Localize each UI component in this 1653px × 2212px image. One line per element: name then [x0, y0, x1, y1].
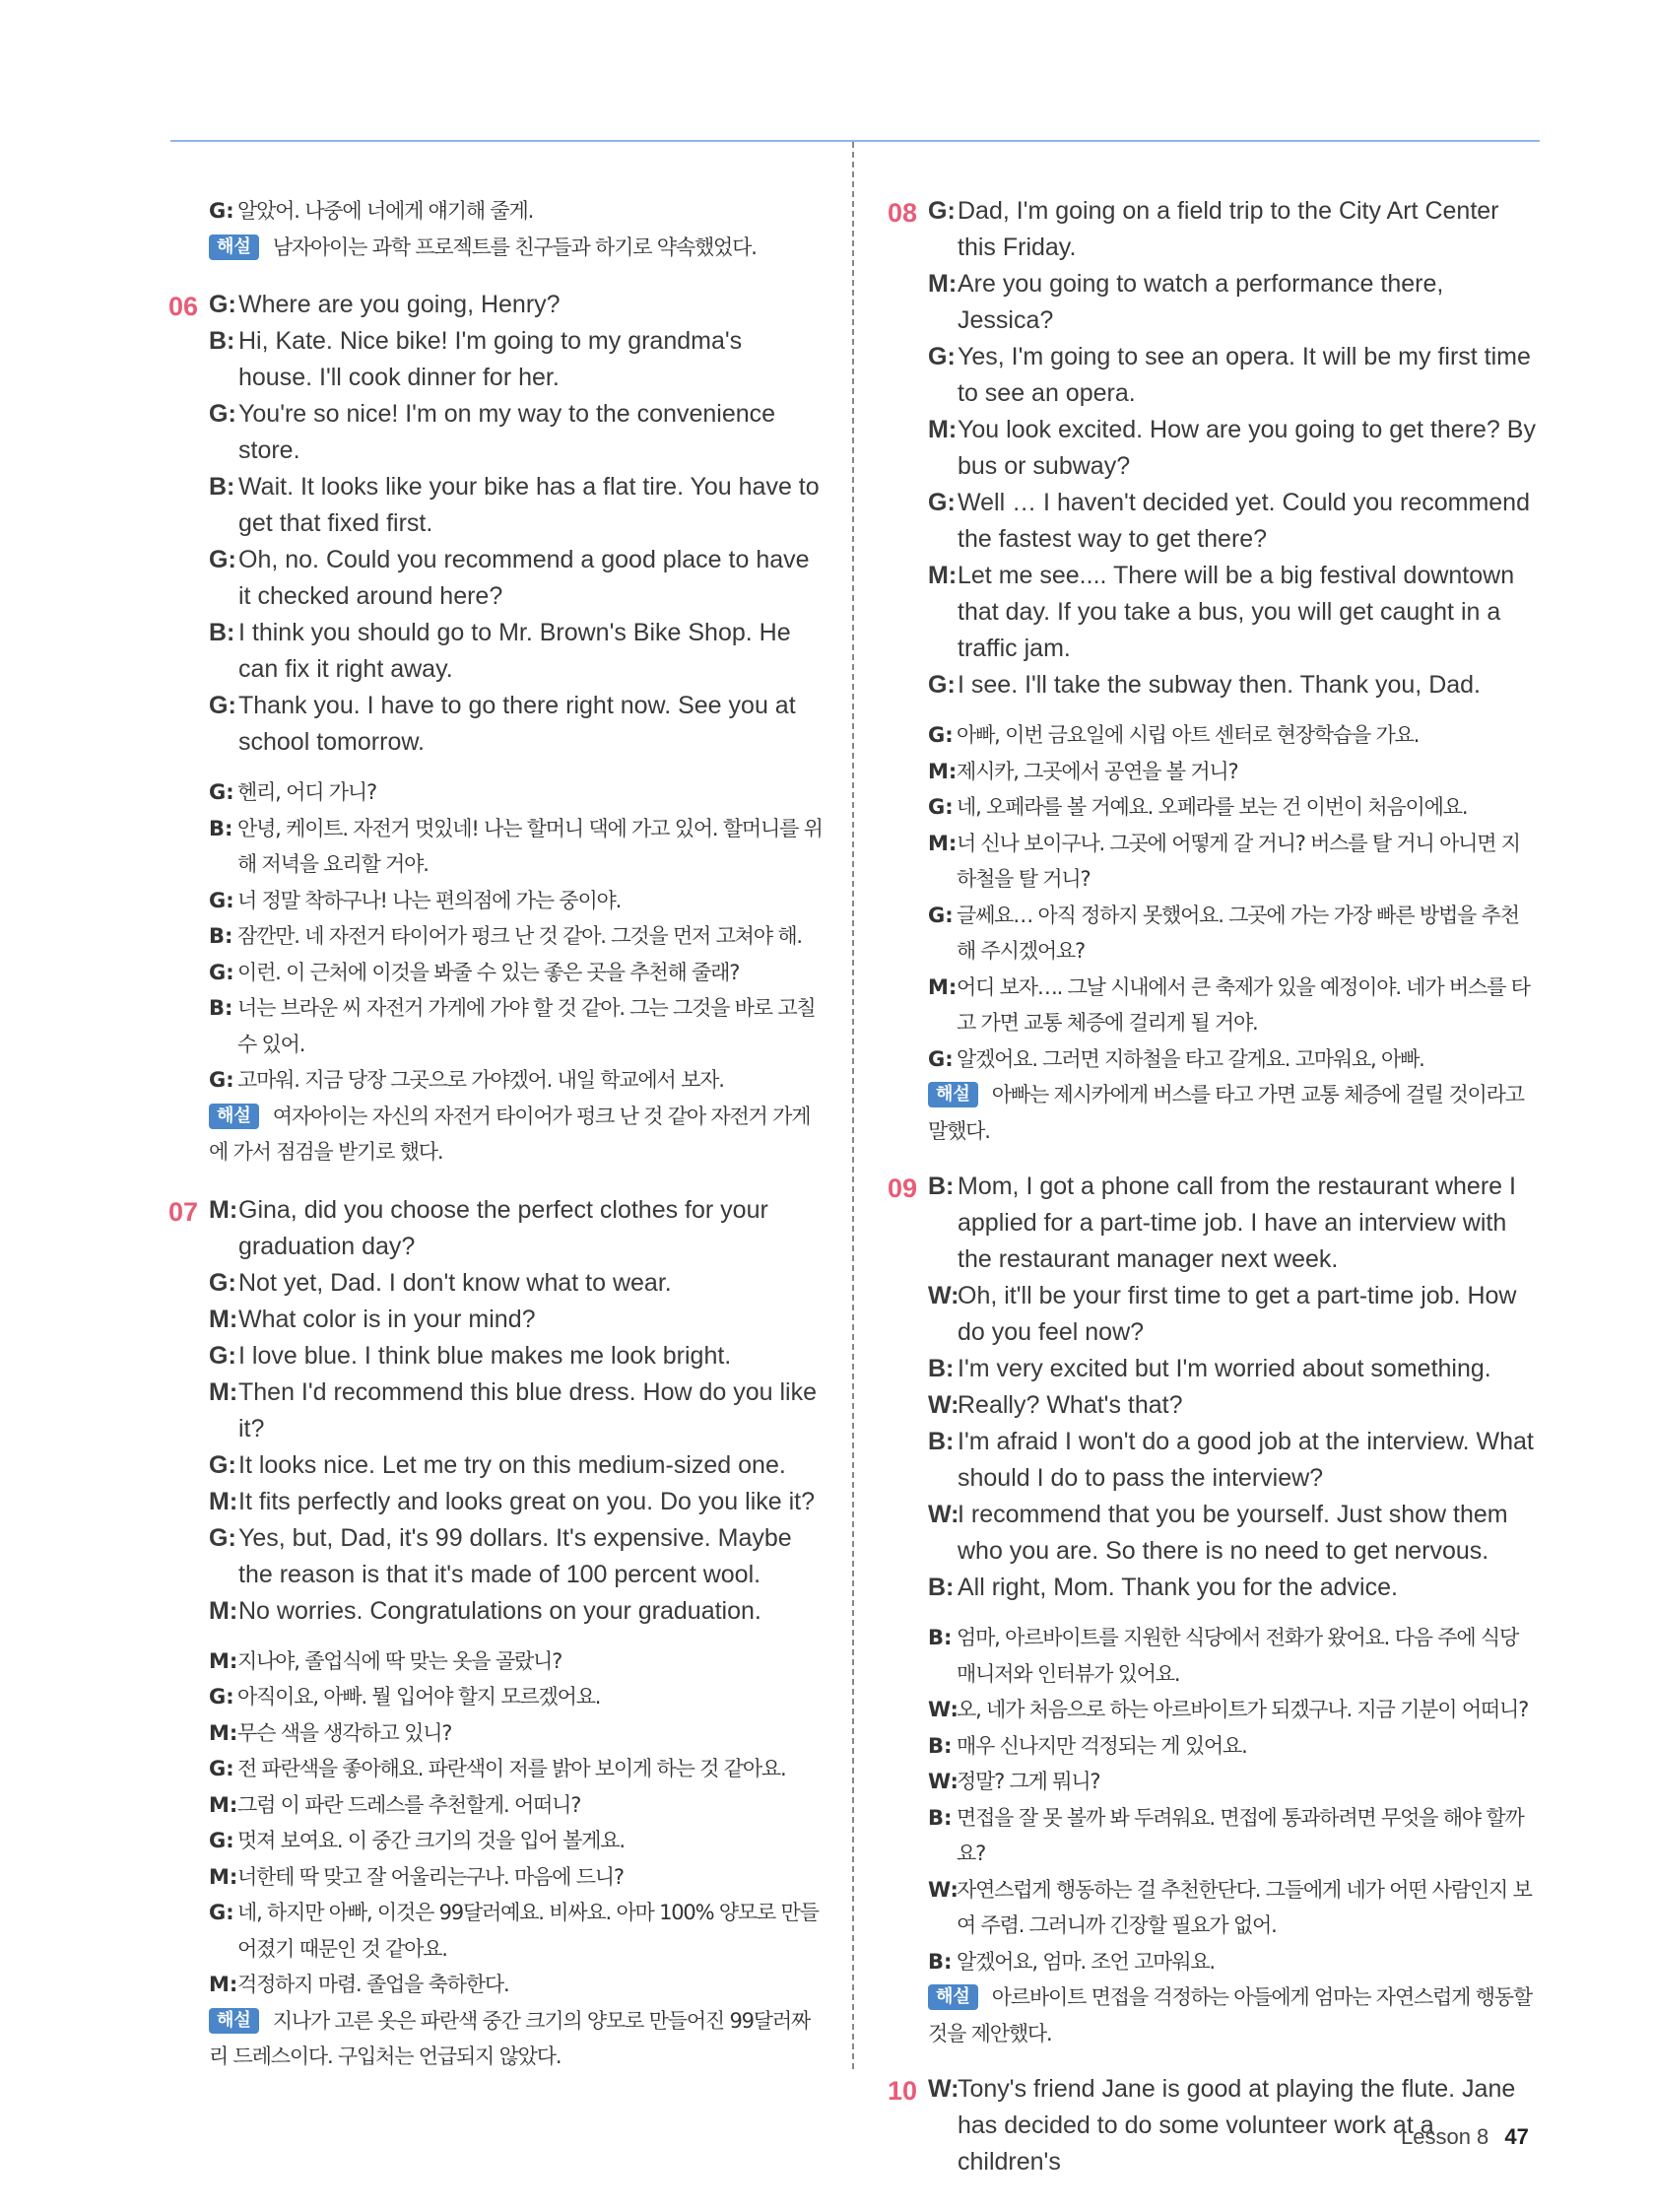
line-text: Really? What's that? — [958, 1391, 1183, 1419]
line-text: Dad, I'm going on a field trip to the City Art Center this Friday. — [958, 197, 1499, 261]
speaker-label: G: — [928, 343, 956, 370]
line-text: 너 정말 착하구나! 나는 편의점에 가는 중이야. — [237, 888, 622, 912]
translation-line — [209, 990, 823, 1062]
line-text: I think you should go to Mr. Brown's Bike Shop. He can fix it right away. — [238, 619, 791, 683]
speaker-label: M: — [928, 831, 958, 855]
speaker-label: M: — [209, 1195, 238, 1224]
explanation-badge: 해설 — [209, 235, 259, 260]
line-text: 이런. 이 근처에 이것을 봐줄 수 있는 좋은 곳을 추천해 줄래? — [237, 960, 740, 984]
line-text: 매우 신나지만 걱정되는 게 있어요. — [957, 1733, 1247, 1758]
line-text: All right, Mom. Thank you for the advice. — [958, 1574, 1398, 1601]
translation-line — [209, 774, 823, 811]
translation-line — [209, 1679, 823, 1715]
line-text: Then I'd recommend this blue dress. How do you like it? — [238, 1377, 817, 1442]
explanation-badge: 해설 — [928, 1984, 978, 2010]
english-dialogue — [172, 287, 823, 761]
explanation-badge: 해설 — [928, 1082, 978, 1107]
dialogue-line — [928, 193, 1537, 266]
korean-translation — [892, 1620, 1537, 2051]
line-text: Let me see.... There will be a big festival downtown that day. If you take a bus, you will get caught in a traffic jam. — [958, 562, 1515, 662]
line-text: 자연스럽게 행동하는 걸 추천한단다. 그들에게 네가 어떤 사람인지 보여 주렴. 그러니까 긴장할 필요가 없어. — [957, 1877, 1532, 1937]
line-text: 제시카, 그곳에서 공연을 볼 거니? — [957, 759, 1238, 783]
speaker-label: B: — [928, 1949, 953, 1974]
speaker-label: M: — [209, 1720, 238, 1745]
speaker-label: B: — [928, 1626, 953, 1649]
line-text: 전 파란색을 좋아해요. 파란색이 저를 밝아 보이게 하는 것 같아요. — [237, 1757, 786, 1780]
line-text: Oh, it'll be your first time to get a part-time job. How do you feel now? — [958, 1282, 1517, 1346]
speaker-label: B: — [209, 816, 233, 840]
dialogue-line — [209, 1593, 823, 1630]
dialogue-line — [928, 412, 1537, 485]
question-number: 06 — [168, 292, 199, 321]
question-07 — [168, 1192, 823, 2075]
line-text: Thank you. I have to go there right now. See you at school tomorrow. — [238, 692, 796, 756]
translation-line — [928, 1728, 1537, 1765]
dialogue-line — [209, 287, 823, 323]
speaker-label: G: — [209, 199, 234, 223]
line-text: I'm very excited but I'm worried about something. — [958, 1355, 1491, 1382]
speaker-label: W: — [928, 1501, 959, 1528]
line-text: It looks nice. Let me try on this medium-sized one. — [238, 1450, 786, 1479]
speaker-label: G: — [209, 1523, 236, 1552]
speaker-label: B: — [928, 1173, 955, 1200]
line-text: What color is in your mind? — [238, 1305, 536, 1333]
explanation-badge: 해설 — [209, 1104, 259, 1129]
dialogue-line — [928, 1570, 1537, 1606]
translation-line — [209, 1751, 823, 1787]
speaker-label: B: — [209, 327, 235, 355]
question-number: 07 — [168, 1196, 199, 1227]
explanation-text: 여자아이는 자신의 자전거 타이어가 펑크 난 것 같아 자전거 가게에 가서 점검을 받기로 했다. — [209, 1104, 811, 1164]
question-06 — [168, 287, 823, 1171]
dialogue-line — [209, 1192, 823, 1265]
speaker-label: B: — [928, 1574, 955, 1601]
line-text: 알겠어요. 그러면 지하철을 타고 갈게요. 고마워요, 아빠. — [957, 1046, 1424, 1071]
english-dialogue — [892, 1169, 1537, 1606]
line-text: Tony's friend Jane is good at playing the flute. Jane has decided to do some volunteer work at a children's — [958, 2075, 1516, 2176]
line-text: 알았어. 나중에 너에게 얘기해 줄게. — [237, 199, 534, 223]
speaker-label: G: — [209, 888, 234, 912]
speaker-label: G: — [209, 1068, 234, 1092]
translation-line — [928, 1764, 1537, 1800]
speaker-label: G: — [928, 1046, 954, 1071]
speaker-label: M: — [928, 416, 958, 443]
dialogue-line — [928, 1351, 1537, 1387]
speaker-label: G: — [928, 197, 956, 225]
line-text: I love blue. I think blue makes me look bright. — [238, 1341, 732, 1370]
line-text: Yes, I'm going to see an opera. It will be my first time to see an opera. — [958, 343, 1531, 407]
line-text: 정말? 그게 뭐니? — [957, 1770, 1100, 1793]
line-text: 너 신나 보이구나. 그곳에 어떻게 갈 거니? 버스를 탈 거니 아니면 지하철을 탈 거니? — [957, 831, 1520, 891]
dialogue-line — [928, 485, 1537, 558]
line-text: 너는 브라운 씨 자전거 가게에 가야 할 것 같아. 그는 그것을 바로 고칠 수 있어. — [237, 996, 816, 1056]
translation-line — [928, 1692, 1537, 1728]
line-text: 엄마, 아르바이트를 지원한 식당에서 전화가 왔어요. 다음 주에 식당 매니저와 인터뷰가 있어요. — [957, 1626, 1519, 1686]
translation-line — [209, 1787, 823, 1824]
speaker-label: G: — [209, 1450, 236, 1479]
translation-line — [928, 898, 1537, 970]
speaker-label: B: — [928, 1805, 953, 1830]
explanation-text: 아르바이트 면접을 걱정하는 아들에게 엄마는 자연스럽게 행동할 것을 제안했다. — [928, 1985, 1532, 2045]
korean-translation — [172, 193, 823, 265]
dialogue-line — [928, 339, 1537, 412]
line-text: No worries. Congratulations on your graduation. — [238, 1596, 761, 1625]
speaker-label: G: — [209, 400, 236, 428]
translation-line — [928, 826, 1537, 898]
speaker-label: G: — [928, 671, 956, 699]
line-text: 알겠어요, 엄마. 조언 고마워요. — [957, 1949, 1215, 1974]
speaker-label: G: — [928, 795, 954, 819]
right-column — [888, 193, 1537, 2180]
translation-line — [928, 754, 1537, 790]
speaker-label: B: — [928, 1355, 955, 1382]
intro-block — [172, 193, 823, 265]
speaker-label: M: — [928, 759, 958, 783]
translation-line — [209, 883, 823, 919]
line-text: 글쎄요… 아직 정하지 못했어요. 그곳에 가는 가장 빠른 방법을 추천해 주시겠어요? — [957, 903, 1519, 963]
speaker-label: B: — [928, 1428, 955, 1455]
line-text: Gina, did you choose the perfect clothes for your graduation day? — [238, 1195, 768, 1260]
translation-line — [928, 970, 1537, 1041]
lesson-label: Lesson 8 — [1401, 2124, 1489, 2149]
explanation — [209, 230, 823, 266]
speaker-label: B: — [928, 1733, 953, 1758]
explanation-text: 지나가 고른 옷은 파란색 중간 크기의 양모로 만들어진 99달러짜리 드레스이다. 구입처는 언급되지 않았다. — [209, 2008, 811, 2068]
speaker-label: W: — [928, 1698, 959, 1721]
dialogue-line — [209, 688, 823, 761]
translation-line — [928, 717, 1537, 754]
line-text: 멋져 보여요. 이 중간 크기의 것을 입어 볼게요. — [237, 1829, 625, 1852]
speaker-label: G: — [209, 1685, 234, 1709]
translation-line — [928, 1800, 1537, 1872]
question-number: 09 — [888, 1173, 918, 1203]
speaker-label: M: — [928, 270, 958, 298]
dialogue-line — [209, 1374, 823, 1447]
speaker-label: G: — [209, 1901, 234, 1924]
page-footer — [1401, 2124, 1529, 2150]
line-text: Well … I haven't decided yet. Could you recommend the fastest way to get there? — [958, 489, 1530, 553]
line-text: 잠깐만. 네 자전거 타이어가 펑크 난 것 같아. 그것을 먼저 고쳐야 해. — [237, 924, 802, 948]
line-text: Hi, Kate. Nice bike! I'm going to my grandma's house. I'll cook dinner for her. — [238, 327, 743, 391]
question-08 — [888, 193, 1537, 1149]
dialogue-line — [209, 1302, 823, 1338]
dialogue-line — [928, 1387, 1537, 1424]
speaker-label: M: — [209, 1596, 238, 1625]
english-dialogue — [172, 1192, 823, 1630]
line-text: Oh, no. Could you recommend a good place to have it checked around here? — [238, 546, 810, 610]
speaker-label: G: — [928, 489, 956, 516]
translation-line — [209, 1859, 823, 1896]
line-text: 헨리, 어디 가니? — [237, 780, 376, 804]
speaker-label: M: — [209, 1792, 238, 1817]
speaker-label: W: — [928, 1770, 959, 1793]
dialogue-line — [209, 323, 823, 396]
line-text: Not yet, Dad. I don't know what to wear. — [238, 1268, 672, 1297]
speaker-label: M: — [928, 562, 958, 589]
line-text: 그럼 이 파란 드레스를 추천할게. 어떠니? — [237, 1792, 581, 1817]
translation-line — [209, 955, 823, 991]
line-text: It fits perfectly and looks great on you. Do you like it? — [238, 1487, 816, 1515]
speaker-label: M: — [209, 1487, 238, 1515]
speaker-label: M: — [209, 1864, 238, 1889]
line-text: 네, 오페라를 볼 거예요. 오페라를 보는 건 이번이 처음이에요. — [957, 795, 1468, 819]
dialogue-line — [928, 558, 1537, 667]
explanation — [928, 1979, 1537, 2051]
question-09 — [888, 1169, 1537, 2051]
dialogue-line — [209, 469, 823, 542]
translation-line — [209, 1895, 823, 1967]
translation-line — [209, 1823, 823, 1859]
speaker-label: G: — [209, 780, 234, 804]
line-text: 걱정하지 마렴. 졸업을 축하한다. — [237, 1973, 509, 1996]
line-text: I recommend that you be yourself. Just show them who you are. So there is no need to get nervous. — [958, 1501, 1508, 1565]
translation-line — [928, 1620, 1537, 1692]
dialogue-line — [928, 266, 1537, 339]
line-text: 아빠, 이번 금요일에 시립 아트 센터로 현장학습을 가요. — [957, 723, 1420, 747]
explanation-badge: 해설 — [209, 2008, 259, 2034]
speaker-label: W: — [928, 1282, 959, 1309]
english-dialogue — [892, 193, 1537, 704]
dialogue-line — [209, 1338, 823, 1374]
speaker-label: G: — [209, 1757, 234, 1780]
speaker-label: M: — [209, 1648, 238, 1673]
explanation-text: 남자아이는 과학 프로젝트를 친구들과 하기로 약속했었다. — [272, 235, 757, 259]
speaker-label: G: — [209, 1829, 234, 1852]
dialogue-line — [928, 1169, 1537, 1278]
dialogue-line — [928, 1497, 1537, 1570]
translation-line — [209, 811, 823, 883]
dialogue-line — [209, 1265, 823, 1302]
dialogue-line — [928, 667, 1537, 704]
korean-translation — [172, 1643, 823, 2075]
translation-line — [209, 1967, 823, 2003]
line-text: 너한테 딱 맞고 잘 어울리는구나. 마음에 드니? — [237, 1864, 624, 1889]
line-text: I see. I'll take the subway then. Thank you, Dad. — [958, 671, 1482, 699]
left-column — [168, 193, 823, 2075]
line-text: 지나야, 졸업식에 딱 맞는 옷을 골랐니? — [237, 1648, 562, 1673]
translation-line — [928, 789, 1537, 826]
line-text: You look excited. How are you going to get there? By bus or subway? — [958, 416, 1536, 480]
explanation — [928, 1077, 1537, 1149]
line-text: You're so nice! I'm on my way to the convenience store. — [238, 400, 776, 464]
line-text: 안녕, 케이트. 자전거 멋있네! 나는 할머니 댁에 가고 있어. 할머니를 위해 저녁을 요리할 거야. — [237, 816, 823, 876]
dialogue-line — [928, 1278, 1537, 1351]
explanation — [209, 1099, 823, 1171]
korean-translation — [172, 774, 823, 1171]
dialogue-line — [209, 542, 823, 615]
translation-line — [209, 918, 823, 955]
question-number: 10 — [888, 2076, 918, 2106]
speaker-label: B: — [209, 924, 233, 948]
translation-line — [928, 1944, 1537, 1980]
line-text: 무슨 색을 생각하고 있니? — [237, 1720, 452, 1745]
speaker-label: G: — [209, 291, 236, 318]
speaker-label: B: — [209, 619, 235, 646]
explanation — [209, 2003, 823, 2075]
line-text: Yes, but, Dad, it's 99 dollars. It's expensive. Maybe the reason is that it's made of 100 percent wool. — [238, 1523, 792, 1588]
line-text: 어디 보자…. 그날 시내에서 큰 축제가 있을 예정이야. 네가 버스를 타고 가면 교통 체증에 걸리게 될 거야. — [957, 974, 1530, 1035]
line-text: Wait. It looks like your bike has a flat tire. You have to get that fixed first. — [238, 473, 820, 537]
dialogue-line — [928, 1424, 1537, 1497]
korean-translation — [892, 717, 1537, 1149]
speaker-label: G: — [209, 960, 234, 984]
dialogue-line — [209, 1447, 823, 1484]
dialogue-line — [209, 615, 823, 688]
page-number: 47 — [1504, 2124, 1529, 2149]
speaker-label: G: — [928, 903, 954, 927]
speaker-label: B: — [209, 473, 235, 501]
dialogue-line — [209, 396, 823, 469]
explanation-text: 아빠는 제시카에게 버스를 타고 가면 교통 체증에 걸릴 것이라고 말했다. — [928, 1083, 1524, 1143]
line-text: Where are you going, Henry? — [238, 291, 561, 318]
speaker-label: W: — [928, 2075, 959, 2103]
line-text: 면접을 잘 못 볼까 봐 두려워요. 면접에 통과하려면 무엇을 해야 할까요? — [957, 1805, 1524, 1865]
speaker-label: G: — [209, 1268, 236, 1297]
line-text: I'm afraid I won't do a good job at the interview. What should I do to pass the interview? — [958, 1428, 1534, 1492]
line-text: Mom, I got a phone call from the restaurant where I applied for a part-time job. I have an interview with the restaurant manager next week. — [958, 1173, 1516, 1273]
line-text: Are you going to watch a performance there, Jessica? — [958, 270, 1444, 334]
translation-line — [209, 1062, 823, 1099]
line-text: 네, 하지만 아빠, 이것은 99달러예요. 비싸요. 아마 100% 양모로 만들어졌기 때문인 것 같아요. — [237, 1901, 819, 1961]
speaker-label: G: — [209, 1341, 236, 1370]
speaker-label: M: — [928, 974, 958, 999]
speaker-label: G: — [209, 692, 236, 719]
translation-line — [209, 193, 823, 230]
translation-line — [928, 1041, 1537, 1078]
speaker-label: M: — [209, 1305, 238, 1333]
translation-line — [209, 1643, 823, 1680]
dialogue-line — [209, 1520, 823, 1593]
speaker-label: M: — [209, 1973, 238, 1996]
line-text: 오, 네가 처음으로 하는 아르바이트가 되겠구나. 지금 기분이 어떠니? — [957, 1698, 1529, 1721]
line-text: 아직이요, 아빠. 뭘 입어야 할지 모르겠어요. — [237, 1685, 601, 1709]
speaker-label: G: — [928, 723, 954, 747]
question-number: 08 — [888, 198, 918, 228]
header-rule — [170, 140, 1540, 142]
speaker-label: M: — [209, 1377, 238, 1406]
translation-line — [209, 1715, 823, 1752]
speaker-label: G: — [209, 546, 236, 573]
speaker-label: W: — [928, 1391, 959, 1419]
column-divider — [852, 142, 854, 2069]
line-text: 고마워. 지금 당장 그곳으로 가야겠어. 내일 학교에서 보자. — [237, 1068, 724, 1092]
speaker-label: B: — [209, 996, 233, 1020]
translation-line — [928, 1872, 1537, 1944]
speaker-label: W: — [928, 1877, 959, 1902]
dialogue-line — [209, 1484, 823, 1520]
